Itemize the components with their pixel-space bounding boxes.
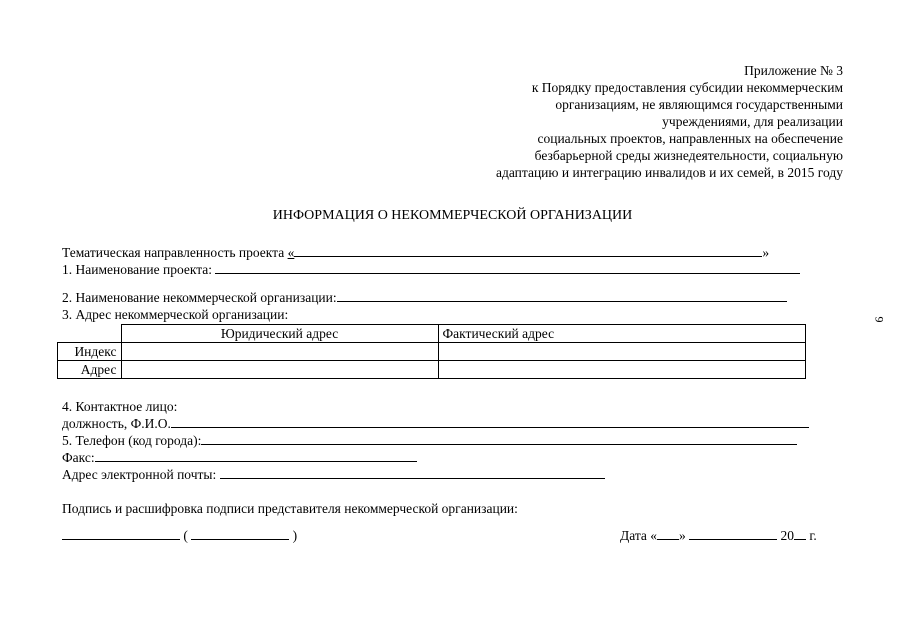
theme-field[interactable]	[294, 244, 762, 257]
contact-label: 4. Контактное лицо:	[62, 399, 178, 414]
date-label: Дата «	[620, 528, 658, 543]
annex-line: социальных проектов, направленных на обеспечение	[537, 131, 843, 146]
legal-address-header: Юридический адрес	[121, 325, 438, 343]
page-number: 9	[872, 316, 887, 323]
position-row	[62, 415, 809, 432]
annex-line: безбарьерной среды жизнедеятельности, социальную	[534, 148, 843, 163]
address-table	[57, 324, 806, 379]
position-label: должность, Ф.И.О.	[62, 416, 171, 431]
table-corner	[58, 325, 122, 343]
fax-field[interactable]	[95, 449, 417, 462]
annex-header	[496, 62, 843, 181]
org-name-field[interactable]	[337, 289, 787, 302]
fax-row	[62, 449, 417, 466]
index-row-label: Индекс	[58, 343, 122, 361]
date-row	[620, 527, 817, 544]
project-name-label: 1. Наименование проекта:	[62, 262, 213, 277]
actual-address-cell[interactable]	[438, 361, 805, 379]
annex-line: адаптацию и интеграцию инвалидов и их семей, в 2015 году	[496, 165, 843, 180]
org-name-label: 2. Наименование некоммерческой организации:	[62, 290, 337, 305]
signature-label: Подпись и расшифровка подписи представителя некоммерческой организации:	[62, 501, 518, 516]
year-suffix: г.	[809, 528, 817, 543]
annex-line: учреждениями, для реализации	[662, 114, 843, 129]
signature-row	[62, 527, 297, 544]
theme-open-quote: «	[287, 245, 295, 260]
legal-index-cell[interactable]	[121, 343, 438, 361]
signature-paren-close: )	[292, 528, 298, 543]
org-address-label: 3. Адрес некоммерческой организации:	[62, 307, 289, 322]
signature-field[interactable]	[62, 527, 180, 540]
date-quote-close: »	[679, 528, 686, 543]
annex-line: к Порядку предоставления субсидии некоммерческим	[531, 80, 843, 95]
document-title: ИНФОРМАЦИЯ О НЕКОММЕРЧЕСКОЙ ОРГАНИЗАЦИИ	[272, 208, 633, 223]
signature-paren-open: (	[183, 528, 188, 543]
annex-line: организациям, не являющимся государственными	[555, 97, 843, 112]
date-day-field[interactable]	[657, 527, 679, 540]
theme-row	[62, 244, 769, 261]
org-name-row	[62, 289, 787, 306]
year-prefix: 20	[780, 528, 795, 543]
theme-close-quote: »	[762, 245, 770, 260]
email-row	[62, 466, 605, 483]
address-row-label: Адрес	[58, 361, 122, 379]
actual-address-header: Фактический адрес	[438, 325, 805, 343]
date-month-field[interactable]	[689, 527, 777, 540]
project-name-field[interactable]	[215, 261, 800, 274]
legal-address-cell[interactable]	[121, 361, 438, 379]
email-field[interactable]	[220, 466, 605, 479]
actual-index-cell[interactable]	[438, 343, 805, 361]
phone-row	[62, 432, 797, 449]
position-field[interactable]	[171, 415, 809, 428]
signature-decode-field[interactable]	[191, 527, 289, 540]
email-label: Адрес электронной почты:	[62, 467, 217, 482]
phone-label: 5. Телефон (код города):	[62, 433, 202, 448]
annex-line: Приложение № 3	[744, 63, 843, 78]
year-field[interactable]	[794, 527, 806, 540]
project-name-row	[62, 261, 800, 278]
theme-label: Тематическая направленность проекта	[62, 245, 285, 260]
phone-field[interactable]	[201, 432, 797, 445]
fax-label: Факс:	[62, 450, 95, 465]
